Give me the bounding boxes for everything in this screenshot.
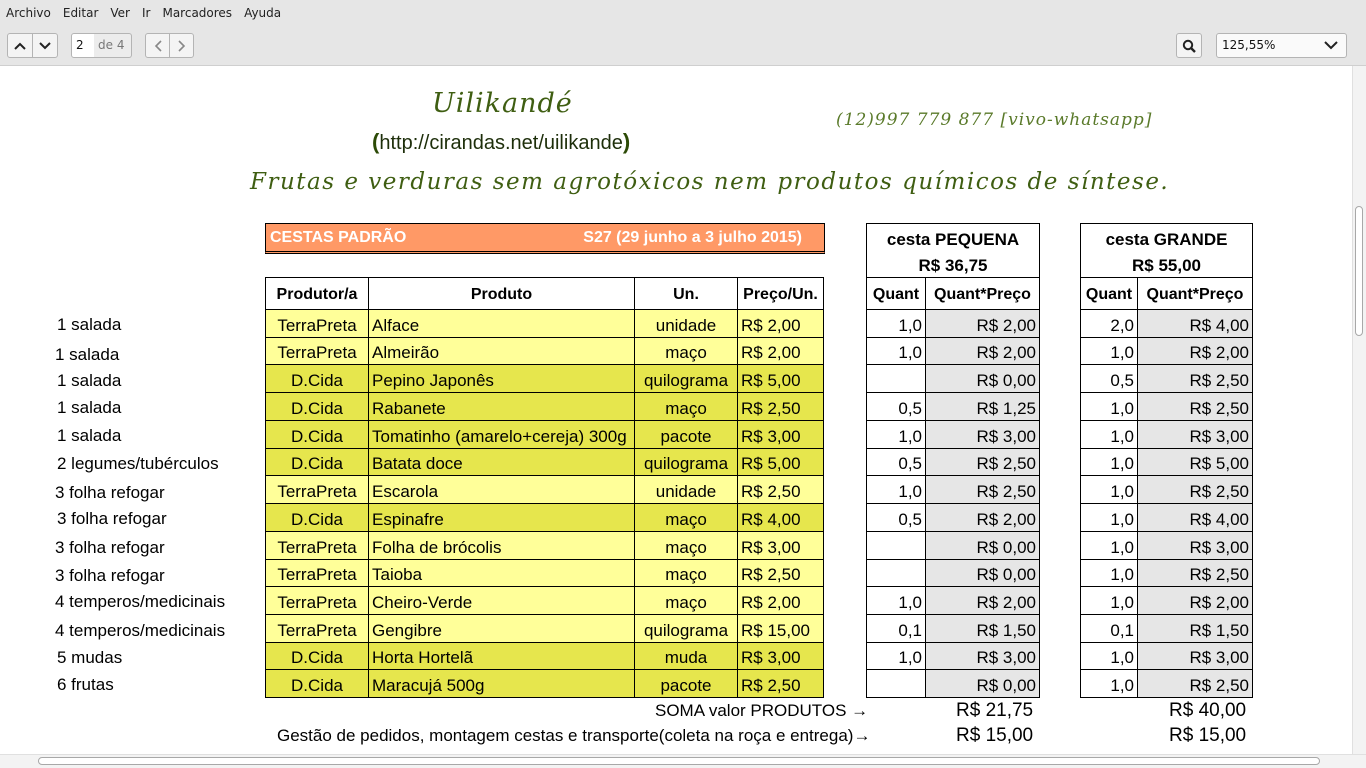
grande-cell-quant-preco: R$ 3,00 xyxy=(1138,532,1253,560)
cell-product: Batata doce xyxy=(369,449,635,476)
back-button[interactable] xyxy=(145,33,170,58)
cell-producer: D.Cida xyxy=(265,670,369,698)
row-category: 5 mudas xyxy=(57,648,123,667)
cell-producer: D.Cida xyxy=(265,449,369,476)
cell-product: Escarola xyxy=(369,476,635,504)
header-un: Un. xyxy=(635,277,738,310)
cell-unit: unidade xyxy=(635,476,738,504)
doc-title: Uilikandé xyxy=(432,88,573,119)
url-close-paren: ) xyxy=(622,129,631,154)
menu-archivo[interactable]: Archivo xyxy=(6,5,51,20)
cell-price: R$ 3,00 xyxy=(738,532,824,560)
cell-product: Tomatinho (amarelo+cereja) 300g xyxy=(369,421,635,449)
cell-price: R$ 2,00 xyxy=(738,338,824,365)
pequena-cell-quant: 1,0 xyxy=(866,643,926,670)
gestao-label: Gestão de pedidos, montagem cestas e transporte(coleta na roça e entrega)→ xyxy=(277,726,871,745)
pequena-cell-quant-preco: R$ 2,00 xyxy=(926,338,1040,365)
cell-price: R$ 3,00 xyxy=(738,643,824,670)
grande-cell-quant-preco: R$ 4,00 xyxy=(1138,504,1253,532)
cell-product: Rabanete xyxy=(369,393,635,421)
cell-unit: maço xyxy=(635,504,738,532)
pequena-cell-quant-preco: R$ 0,00 xyxy=(926,670,1040,698)
grande-cell-quant: 1,0 xyxy=(1080,643,1138,670)
cell-product: Espinafre xyxy=(369,504,635,532)
cell-price: R$ 15,00 xyxy=(738,615,824,643)
cell-unit: maço xyxy=(635,560,738,587)
pequena-price: R$ 36,75 xyxy=(918,255,988,275)
vertical-scroll-thumb[interactable] xyxy=(1355,206,1363,336)
cell-producer: D.Cida xyxy=(265,393,369,421)
cell-price: R$ 2,50 xyxy=(738,393,824,421)
grande-cell-quant-preco: R$ 2,50 xyxy=(1138,393,1253,421)
cell-price: R$ 2,50 xyxy=(738,476,824,504)
row-category: 2 legumes/tubérculos xyxy=(57,454,219,473)
doc-phone: (12)997 779 877 [vivo-whatsapp] xyxy=(836,110,1153,130)
grande-cell-quant: 1,0 xyxy=(1080,393,1138,421)
chevron-down-icon xyxy=(1324,41,1338,50)
cell-price: R$ 5,00 xyxy=(738,449,824,476)
doc-url-line xyxy=(372,129,630,155)
cell-product: Almeirão xyxy=(369,338,635,365)
menu-editar[interactable]: Editar xyxy=(62,5,99,20)
doc-url: http://cirandas.net/uilikande xyxy=(379,132,623,154)
chevron-up-icon xyxy=(13,41,27,51)
cell-producer: D.Cida xyxy=(265,365,369,393)
cell-product: Cheiro-Verde xyxy=(369,587,635,615)
grande-header-quant: Quant xyxy=(1080,277,1138,310)
pequena-cell-quant-preco: R$ 0,00 xyxy=(926,365,1040,393)
cell-product: Taioba xyxy=(369,560,635,587)
chevron-right-icon xyxy=(177,39,187,53)
cell-producer: D.Cida xyxy=(265,421,369,449)
header-produto: Produto xyxy=(369,277,635,310)
cell-price: R$ 2,00 xyxy=(738,310,824,338)
pequena-cell-quant xyxy=(866,532,926,560)
grande-cell-quant: 1,0 xyxy=(1080,532,1138,560)
row-category: 3 folha refogar xyxy=(55,566,165,585)
pequena-cell-quant: 0,5 xyxy=(866,504,926,532)
grande-name: cesta GRANDE xyxy=(1105,229,1228,249)
cell-price: R$ 4,00 xyxy=(738,504,824,532)
grande-cell-quant-preco: R$ 2,50 xyxy=(1138,365,1253,393)
grande-cell-quant-preco: R$ 5,00 xyxy=(1138,449,1253,476)
cell-unit: pacote xyxy=(635,421,738,449)
cell-price: R$ 5,00 xyxy=(738,365,824,393)
cell-unit: muda xyxy=(635,643,738,670)
cestas-header-bar xyxy=(265,223,825,254)
cell-producer: TerraPreta xyxy=(265,587,369,615)
grande-cell-quant: 1,0 xyxy=(1080,476,1138,504)
horizontal-scroll-thumb[interactable] xyxy=(38,757,1320,765)
menu-marcadores[interactable]: Marcadores xyxy=(162,5,233,20)
cell-unit: pacote xyxy=(635,670,738,698)
grande-cell-quant: 1,0 xyxy=(1080,504,1138,532)
pequena-cell-quant-preco: R$ 2,00 xyxy=(926,504,1040,532)
pequena-cell-quant-preco: R$ 2,00 xyxy=(926,587,1040,615)
zoom-select[interactable] xyxy=(1216,33,1347,58)
cell-producer: D.Cida xyxy=(265,504,369,532)
soma-pequena: R$ 21,75 xyxy=(956,700,1034,721)
cell-unit: quilograma xyxy=(635,365,738,393)
toolbar xyxy=(0,25,1366,66)
cell-product: Pepino Japonês xyxy=(369,365,635,393)
cell-product: Alface xyxy=(369,310,635,338)
pequena-cell-quant: 1,0 xyxy=(866,587,926,615)
grande-cell-quant: 2,0 xyxy=(1080,310,1138,338)
row-category: 3 folha refogar xyxy=(55,538,165,557)
menu-ayuda[interactable]: Ayuda xyxy=(244,5,282,20)
cell-product: Gengibre xyxy=(369,615,635,643)
cell-price: R$ 2,50 xyxy=(738,560,824,587)
pequena-cell-quant: 1,0 xyxy=(866,310,926,338)
soma-grande: R$ 40,00 xyxy=(1169,700,1247,721)
pequena-cell-quant-preco: R$ 2,50 xyxy=(926,476,1040,504)
pequena-cell-quant-preco: R$ 1,25 xyxy=(926,393,1040,421)
pequena-cell-quant-preco: R$ 2,00 xyxy=(926,310,1040,338)
pequena-name: cesta PEQUENA xyxy=(886,229,1020,249)
next-page-button[interactable] xyxy=(32,33,58,58)
cell-producer: TerraPreta xyxy=(265,338,369,365)
pequena-cell-quant-preco: R$ 0,00 xyxy=(926,560,1040,587)
page-count-label: de 4 xyxy=(94,33,132,58)
row-category: 4 temperos/medicinais xyxy=(55,592,226,611)
row-category: 4 temperos/medicinais xyxy=(55,621,226,640)
grande-cell-quant: 1,0 xyxy=(1080,670,1138,698)
pequena-cell-quant: 0,5 xyxy=(866,449,926,476)
previous-page-button[interactable] xyxy=(7,33,33,58)
search-icon xyxy=(1182,39,1196,53)
zoom-value: 125,55% xyxy=(1222,38,1276,52)
pequena-cell-quant: 0,1 xyxy=(866,615,926,643)
grande-cell-quant: 0,1 xyxy=(1080,615,1138,643)
cell-producer: D.Cida xyxy=(265,643,369,670)
pequena-cell-quant: 0,5 xyxy=(866,393,926,421)
pequena-cell-quant-preco: R$ 0,00 xyxy=(926,532,1040,560)
document-viewport[interactable] xyxy=(0,66,1352,754)
cestas-week: S27 (29 junho a 3 julho 2015) xyxy=(583,228,802,246)
gestao-pequena: R$ 15,00 xyxy=(956,725,1034,746)
page-number-input[interactable]: 2 xyxy=(71,33,95,58)
gestao-grande: R$ 15,00 xyxy=(1169,725,1247,746)
grande-header-quant-preco: Quant*Preço xyxy=(1138,277,1253,310)
grande-cell-quant-preco: R$ 2,50 xyxy=(1138,670,1253,698)
cell-unit: quilograma xyxy=(635,615,738,643)
row-category: 3 folha refogar xyxy=(55,483,165,502)
menu-ver[interactable]: Ver xyxy=(110,5,130,20)
pequena-cell-quant-preco: R$ 2,50 xyxy=(926,449,1040,476)
grande-cell-quant-preco: R$ 2,50 xyxy=(1138,560,1253,587)
pequena-cell-quant: 1,0 xyxy=(866,421,926,449)
pequena-header-quant-preco: Quant*Preço xyxy=(926,277,1040,310)
cell-unit: quilograma xyxy=(635,449,738,476)
row-category: 1 salada xyxy=(57,426,122,445)
url-open-paren: ( xyxy=(372,129,380,154)
doc-slogan: Frutas e verduras sem agrotóxicos nem produtos químicos de síntese. xyxy=(250,169,1170,195)
menu-bar xyxy=(0,0,1366,25)
forward-button[interactable] xyxy=(169,33,194,58)
cell-product: Folha de brócolis xyxy=(369,532,635,560)
row-category: 1 salada xyxy=(57,315,122,334)
grande-cell-quant-preco: R$ 2,00 xyxy=(1138,338,1253,365)
soma-label: SOMA valor PRODUTOS → xyxy=(655,701,869,720)
find-button[interactable] xyxy=(1176,33,1202,58)
cell-price: R$ 3,00 xyxy=(738,421,824,449)
cell-producer: TerraPreta xyxy=(265,532,369,560)
pequena-cell-quant: 1,0 xyxy=(866,338,926,365)
cell-price: R$ 2,00 xyxy=(738,587,824,615)
grande-cell-quant-preco: R$ 3,00 xyxy=(1138,421,1253,449)
pequena-cell-quant-preco: R$ 3,00 xyxy=(926,421,1040,449)
cell-unit: maço xyxy=(635,587,738,615)
cell-producer: TerraPreta xyxy=(265,476,369,504)
cestas-title: CESTAS PADRÃO xyxy=(270,228,407,246)
grande-cell-quant: 0,5 xyxy=(1080,365,1138,393)
row-category: 1 salada xyxy=(55,345,120,364)
grande-cell-quant: 1,0 xyxy=(1080,338,1138,365)
cell-unit: maço xyxy=(635,532,738,560)
cell-producer: TerraPreta xyxy=(265,310,369,338)
vertical-scrollbar[interactable] xyxy=(1352,66,1366,754)
cell-unit: maço xyxy=(635,393,738,421)
cell-producer: TerraPreta xyxy=(265,615,369,643)
header-preco: Preço/Un. xyxy=(738,277,824,310)
chevron-left-icon xyxy=(153,39,163,53)
cell-unit: maço xyxy=(635,338,738,365)
pequena-header-quant: Quant xyxy=(866,277,926,310)
header-produtor: Produtor/a xyxy=(265,277,369,310)
grande-cell-quant-preco: R$ 3,00 xyxy=(1138,643,1253,670)
grande-cell-quant: 1,0 xyxy=(1080,560,1138,587)
cell-product: Maracujá 500g xyxy=(369,670,635,698)
menu-ir[interactable]: Ir xyxy=(141,5,151,20)
pequena-cell-quant: 1,0 xyxy=(866,476,926,504)
grande-cell-quant: 1,0 xyxy=(1080,421,1138,449)
grande-cell-quant-preco: R$ 2,00 xyxy=(1138,587,1253,615)
cell-product: Horta Hortelã xyxy=(369,643,635,670)
cell-price: R$ 2,50 xyxy=(738,670,824,698)
row-category: 3 folha refogar xyxy=(57,509,167,528)
grande-cell-quant: 1,0 xyxy=(1080,587,1138,615)
pequena-cell-quant xyxy=(866,365,926,393)
pequena-cell-quant-preco: R$ 1,50 xyxy=(926,615,1040,643)
cell-unit: unidade xyxy=(635,310,738,338)
grande-cell-quant-preco: R$ 4,00 xyxy=(1138,310,1253,338)
grande-price: R$ 55,00 xyxy=(1132,255,1201,275)
pequena-cell-quant xyxy=(866,560,926,587)
pequena-cell-quant xyxy=(866,670,926,698)
pequena-cell-quant-preco: R$ 3,00 xyxy=(926,643,1040,670)
grande-cell-quant-preco: R$ 1,50 xyxy=(1138,615,1253,643)
grande-cell-quant: 1,0 xyxy=(1080,449,1138,476)
row-category: 6 frutas xyxy=(57,675,114,694)
cell-producer: TerraPreta xyxy=(265,560,369,587)
row-category: 1 salada xyxy=(57,371,122,390)
grande-cell-quant-preco: R$ 2,50 xyxy=(1138,476,1253,504)
row-category: 1 salada xyxy=(57,398,122,417)
chevron-down-icon xyxy=(38,41,52,51)
